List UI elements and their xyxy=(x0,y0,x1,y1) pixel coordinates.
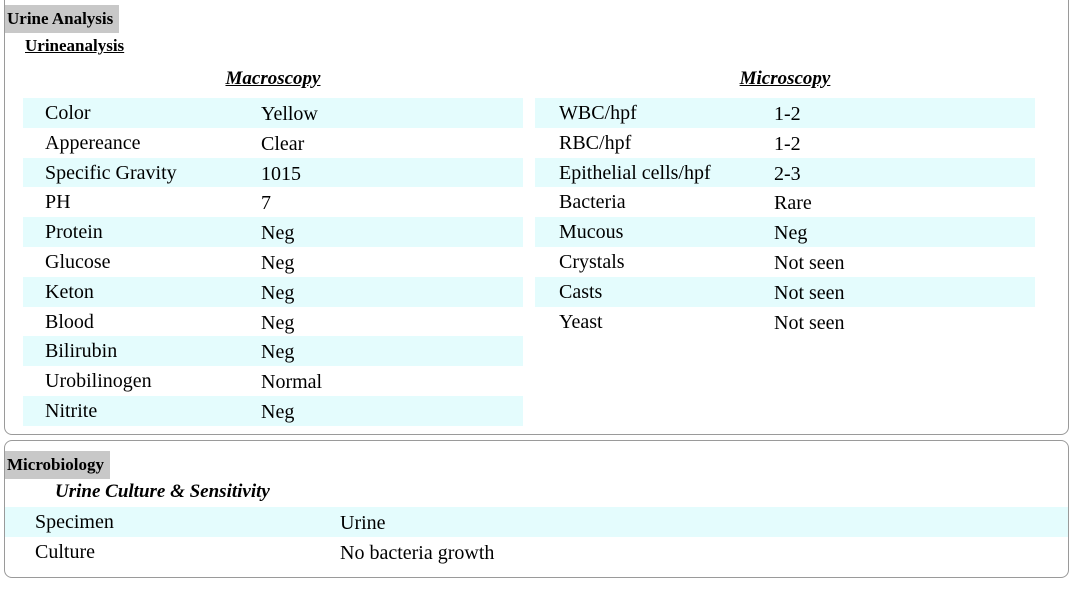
urineanalysis-subtitle: Urineanalysis xyxy=(25,36,125,55)
table-row xyxy=(535,187,1035,217)
table-row xyxy=(23,158,523,188)
row-label: Mucous xyxy=(559,221,624,244)
row-value: Not seen xyxy=(774,311,845,334)
row-value: Normal xyxy=(261,371,323,394)
microscopy-heading: Microscopy xyxy=(739,68,831,89)
table-row xyxy=(535,247,1035,277)
table-row xyxy=(535,307,1035,337)
macroscopy-heading: Macroscopy xyxy=(225,68,321,89)
row-value: 1-2 xyxy=(774,132,801,155)
urine-analysis-title: Urine Analysis xyxy=(5,5,119,33)
table-row xyxy=(23,277,523,307)
culture-table xyxy=(5,507,1068,567)
row-label: Protein xyxy=(45,221,103,244)
microbiology-title: Microbiology xyxy=(5,451,110,479)
row-label: Crystals xyxy=(559,250,625,273)
macroscopy-table xyxy=(23,98,523,426)
row-label: Keton xyxy=(45,280,94,303)
row-value: No bacteria growth xyxy=(340,541,495,564)
table-row xyxy=(23,217,523,247)
row-value: Rare xyxy=(774,192,812,215)
row-label: Bacteria xyxy=(559,191,626,214)
row-label: Epithelial cells/hpf xyxy=(559,161,711,184)
row-value: Urine xyxy=(340,512,386,534)
table-row xyxy=(535,128,1035,158)
row-label: PH xyxy=(45,191,71,214)
row-value: 2-3 xyxy=(774,162,801,185)
culture-sensitivity-title: Urine Culture & Sensitivity xyxy=(55,481,270,502)
row-value: Not seen xyxy=(774,251,845,274)
row-label: Specimen xyxy=(35,511,114,533)
table-row xyxy=(535,277,1035,307)
table-row xyxy=(5,537,1068,567)
row-label: RBC/hpf xyxy=(559,131,632,154)
row-label: Urobilinogen xyxy=(45,370,152,393)
row-value: Neg xyxy=(774,222,808,245)
microbiology-panel xyxy=(4,440,1069,578)
table-row xyxy=(535,217,1035,247)
table-row xyxy=(5,507,1068,537)
row-label: Bilirubin xyxy=(45,340,118,363)
row-label: Specific Gravity xyxy=(45,161,177,184)
row-label: Appereance xyxy=(45,131,141,154)
table-row xyxy=(23,336,523,366)
row-value: Neg xyxy=(261,281,295,304)
table-row xyxy=(23,366,523,396)
row-value: Neg xyxy=(261,400,295,423)
table-row xyxy=(23,98,523,128)
row-label: Glucose xyxy=(45,250,111,273)
row-label: Nitrite xyxy=(45,399,98,422)
row-value: 7 xyxy=(261,192,271,215)
table-row xyxy=(23,396,523,426)
microscopy-table xyxy=(535,98,1035,336)
row-value: Clear xyxy=(261,132,305,155)
row-value: Yellow xyxy=(261,103,318,125)
row-label: Blood xyxy=(45,310,94,333)
row-label: Color xyxy=(45,102,91,124)
table-row xyxy=(23,128,523,158)
row-value: 1-2 xyxy=(774,103,801,125)
row-label: Culture xyxy=(35,540,95,563)
row-value: Neg xyxy=(261,311,295,334)
table-row xyxy=(535,98,1035,128)
table-row xyxy=(23,307,523,337)
row-value: Neg xyxy=(261,222,295,245)
table-row xyxy=(23,187,523,217)
row-label: Casts xyxy=(559,280,603,303)
row-label: Yeast xyxy=(559,310,603,333)
row-value: Neg xyxy=(261,341,295,364)
row-label: WBC/hpf xyxy=(559,102,637,124)
table-row xyxy=(23,247,523,277)
row-value: Not seen xyxy=(774,281,845,304)
row-value: 1015 xyxy=(261,162,301,185)
row-value: Neg xyxy=(261,251,295,274)
urine-analysis-panel xyxy=(4,0,1069,435)
table-row xyxy=(535,158,1035,188)
